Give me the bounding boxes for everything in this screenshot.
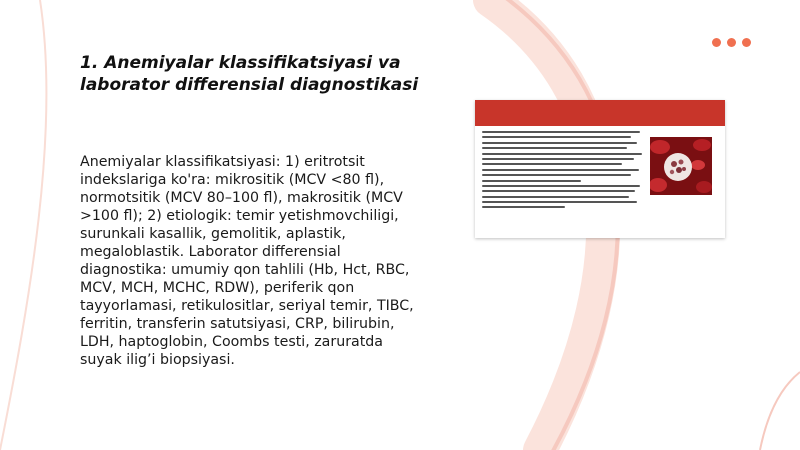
thumbnail-header	[475, 100, 725, 126]
embedded-slide-thumbnail	[475, 100, 725, 238]
dot	[727, 38, 736, 47]
slide-title-line: laborator differensial diagnostikasi	[80, 75, 419, 95]
slide-title	[80, 52, 440, 96]
dot	[742, 38, 751, 47]
slide-body-text: Anemiyalar klassifikatsiyasi: 1) eritrotsit indekslariga ko'ra: mikrositik (MCV <80 fl), normotsitik (MCV 80–100 fl), makrositik (MCV >100 fl); 2) etiologik: temir yetishmovchiligi, surunkali kasallik, gemolitik, aplastik, megaloblastik. Laborator differensial diagnostika: umumiy qon tahlili (Hb, Hct, RBC, MCV, MCH, MCHC, RDW), periferik qon tayyorlamasi, retikulositlar, seriyal temir, TIBC, ferritin, transferin satutsiyasi, CRP, bilirubin, LDH, haptoglobin, Coombs testi, zaruratda suyak ilig’i biopsiyasi.	[80, 154, 414, 368]
thumbnail-text-block	[482, 131, 647, 212]
dot	[712, 38, 721, 47]
slide-title-line: 1. Anemiyalar klassifikatsiyasi va	[80, 53, 401, 73]
blood-cells-image	[650, 137, 712, 195]
three-dots-icon	[712, 38, 751, 47]
